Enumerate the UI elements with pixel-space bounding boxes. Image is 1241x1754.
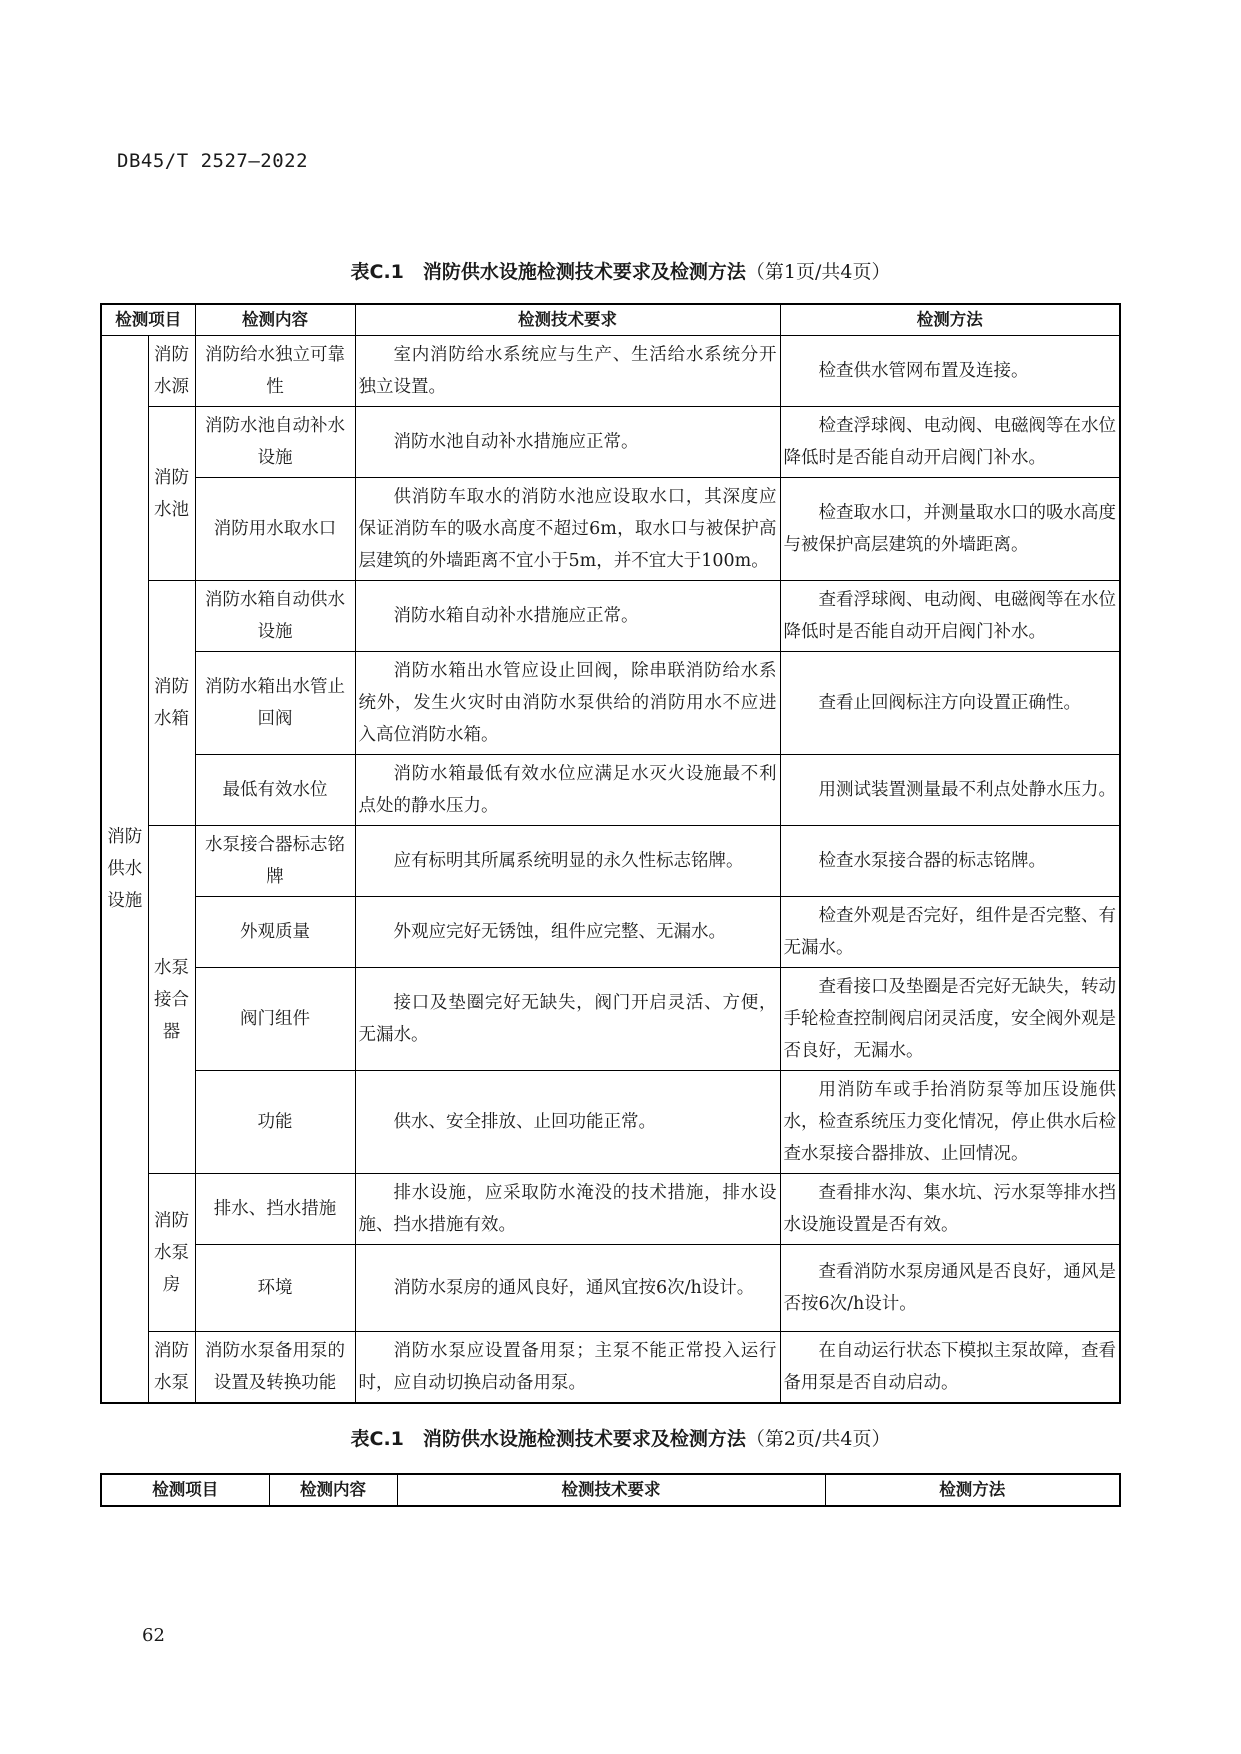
requirement-cell: 消防水泵应设置备用泵；主泵不能正常投入运行时，应自动切换启动备用泵。 — [355, 1332, 780, 1404]
requirement-cell: 室内消防给水系统应与生产、生活给水系统分开独立设置。 — [355, 336, 780, 407]
header-method: 检测方法 — [780, 304, 1120, 336]
group-cell: 消防水池 — [148, 407, 195, 581]
header-item: 检测项目 — [101, 304, 195, 336]
table-caption-page2 — [0, 1424, 1241, 1451]
table-row — [101, 968, 1120, 1071]
method-cell: 检查水泵接合器的标志铭牌。 — [780, 826, 1120, 897]
method-cell: 查看排水沟、集水坑、污水泵等排水挡水设施设置是否有效。 — [780, 1174, 1120, 1245]
inspection-table-page1 — [100, 303, 1121, 1404]
method-cell: 检查取水口，并测量取水口的吸水高度与被保护高层建筑的外墙距离。 — [780, 478, 1120, 581]
content-cell: 阀门组件 — [195, 968, 355, 1071]
content-cell: 外观质量 — [195, 897, 355, 968]
table-row — [101, 755, 1120, 826]
table-row — [101, 581, 1120, 652]
caption-page-indicator: （第2页/共4页） — [745, 1428, 891, 1450]
table-row — [101, 407, 1120, 478]
method-cell: 用消防车或手抬消防泵等加压设施供水，检查系统压力变化情况，停止供水后检查水泵接合器排放、止回情况。 — [780, 1071, 1120, 1174]
group-cell: 消防水箱 — [148, 581, 195, 826]
table-row — [101, 897, 1120, 968]
requirement-cell: 消防水箱出水管应设止回阀，除串联消防给水系统外，发生火灾时由消防水泵供给的消防用水不应进入高位消防水箱。 — [355, 652, 780, 755]
requirement-cell: 供水、安全排放、止回功能正常。 — [355, 1071, 780, 1174]
table-row — [101, 1174, 1120, 1245]
content-cell: 消防给水独立可靠性 — [195, 336, 355, 407]
method-cell: 查看接口及垫圈是否完好无缺失，转动手轮检查控制阀启闭灵活度，安全阀外观是否良好，无漏水。 — [780, 968, 1120, 1071]
table-caption-page1 — [0, 257, 1241, 284]
content-cell: 水泵接合器标志铭牌 — [195, 826, 355, 897]
table-row — [101, 478, 1120, 581]
header-requirement: 检测技术要求 — [355, 304, 780, 336]
requirement-cell: 接口及垫圈完好无缺失，阀门开启灵活、方便，无漏水。 — [355, 968, 780, 1071]
requirement-cell: 外观应完好无锈蚀，组件应完整、无漏水。 — [355, 897, 780, 968]
requirement-cell: 应有标明其所属系统明显的永久性标志铭牌。 — [355, 826, 780, 897]
content-cell: 消防用水取水口 — [195, 478, 355, 581]
requirement-cell: 排水设施，应采取防水淹没的技术措施，排水设施、挡水措施有效。 — [355, 1174, 780, 1245]
method-cell: 用测试装置测量最不利点处静水压力。 — [780, 755, 1120, 826]
group-cell: 消防水源 — [148, 336, 195, 407]
table-header-row — [101, 304, 1120, 336]
table-row — [101, 826, 1120, 897]
requirement-cell: 消防水池自动补水措施应正常。 — [355, 407, 780, 478]
header-content: 检测内容 — [195, 304, 355, 336]
header-method: 检测方法 — [825, 1474, 1120, 1506]
group-cell: 水泵接合器 — [148, 826, 195, 1174]
requirement-cell: 供消防车取水的消防水池应设取水口，其深度应保证消防车的吸水高度不超过6m，取水口与被保护高层建筑的外墙距离不宜小于5m，并不宜大于100m。 — [355, 478, 780, 581]
caption-label: 表C.1 消防供水设施检测技术要求及检测方法 — [350, 261, 746, 283]
content-cell: 排水、挡水措施 — [195, 1174, 355, 1245]
requirement-cell: 消防水泵房的通风良好，通风宜按6次/h设计。 — [355, 1245, 780, 1332]
group-cell: 消防水泵 — [148, 1332, 195, 1404]
table-header-row — [101, 1474, 1120, 1506]
method-cell: 在自动运行状态下模拟主泵故障，查看备用泵是否自动启动。 — [780, 1332, 1120, 1404]
inspection-table-page2-header — [100, 1473, 1121, 1507]
header-item: 检测项目 — [101, 1474, 269, 1506]
table-row — [101, 336, 1120, 407]
table-row — [101, 652, 1120, 755]
table-row — [101, 1071, 1120, 1174]
content-cell: 功能 — [195, 1071, 355, 1174]
group-cell: 消防水泵房 — [148, 1174, 195, 1332]
header-content: 检测内容 — [269, 1474, 397, 1506]
method-cell: 查看消防水泵房通风是否良好，通风是否按6次/h设计。 — [780, 1245, 1120, 1332]
table-row — [101, 1332, 1120, 1404]
table-row — [101, 1245, 1120, 1332]
method-cell: 查看浮球阀、电动阀、电磁阀等在水位降低时是否能自动开启阀门补水。 — [780, 581, 1120, 652]
method-cell: 检查浮球阀、电动阀、电磁阀等在水位降低时是否能自动开启阀门补水。 — [780, 407, 1120, 478]
method-cell: 查看止回阀标注方向设置正确性。 — [780, 652, 1120, 755]
content-cell: 消防水池自动补水设施 — [195, 407, 355, 478]
requirement-cell: 消防水箱自动补水措施应正常。 — [355, 581, 780, 652]
method-cell: 检查外观是否完好，组件是否完整、有无漏水。 — [780, 897, 1120, 968]
caption-label: 表C.1 消防供水设施检测技术要求及检测方法 — [350, 1428, 746, 1450]
category-cell: 消防供水设施 — [101, 336, 148, 1404]
method-cell: 检查供水管网布置及连接。 — [780, 336, 1120, 407]
requirement-cell: 消防水箱最低有效水位应满足水灭火设施最不利点处的静水压力。 — [355, 755, 780, 826]
content-cell: 消防水泵备用泵的设置及转换功能 — [195, 1332, 355, 1404]
header-requirement: 检测技术要求 — [397, 1474, 825, 1506]
document-code: DB45/T 2527—2022 — [117, 150, 309, 172]
page-number: 62 — [142, 1625, 165, 1646]
content-cell: 消防水箱出水管止回阀 — [195, 652, 355, 755]
content-cell: 消防水箱自动供水设施 — [195, 581, 355, 652]
content-cell: 最低有效水位 — [195, 755, 355, 826]
caption-page-indicator: （第1页/共4页） — [745, 261, 891, 283]
content-cell: 环境 — [195, 1245, 355, 1332]
